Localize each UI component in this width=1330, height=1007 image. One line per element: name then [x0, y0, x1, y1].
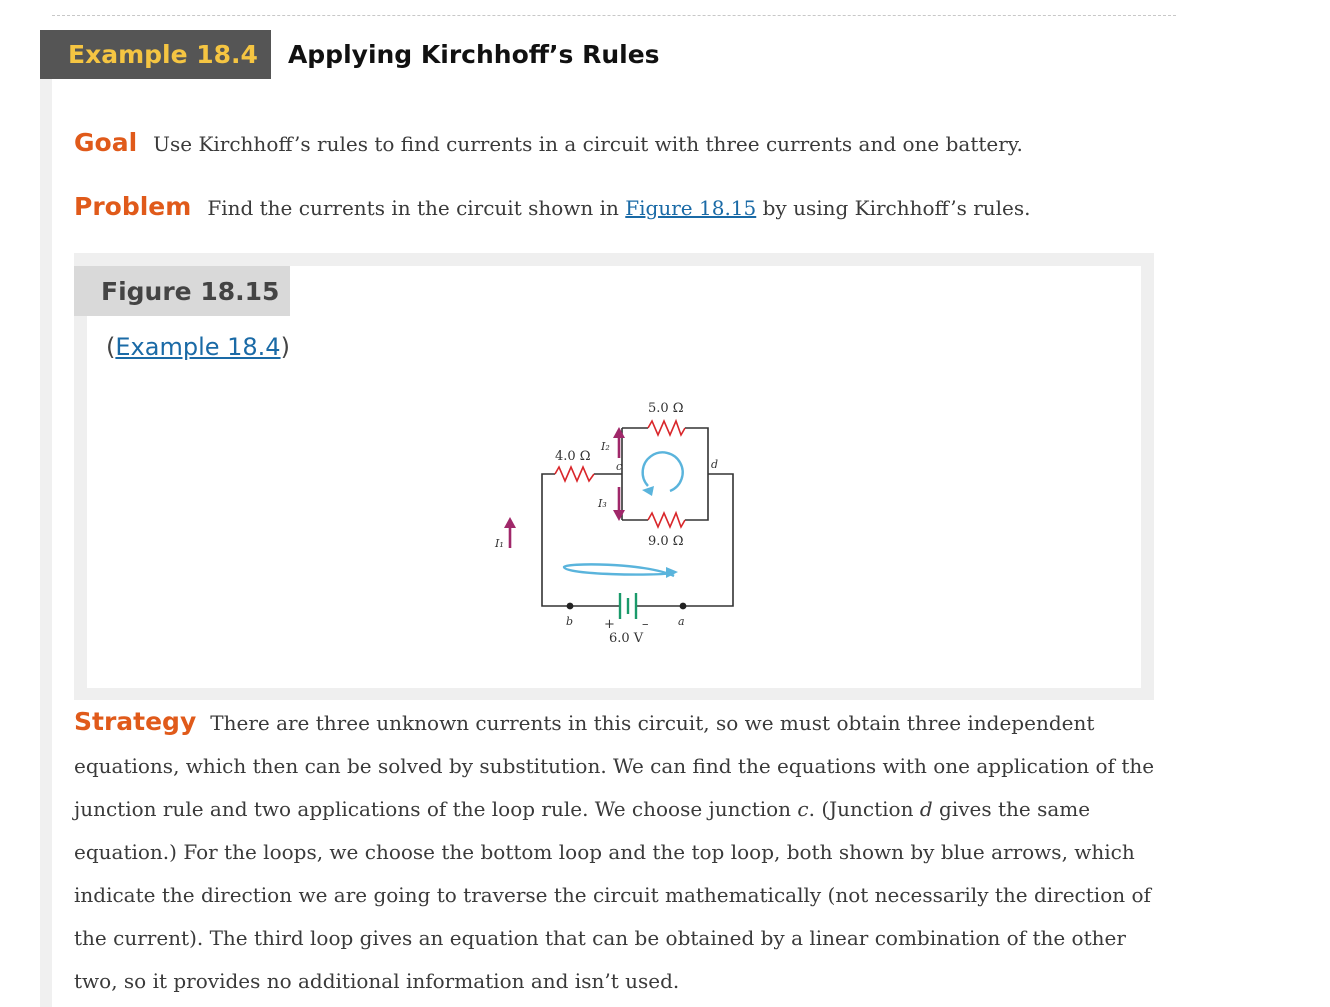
example-link[interactable]: Example 18.4	[115, 333, 281, 361]
example-header	[40, 30, 660, 79]
strategy-section	[74, 700, 1164, 1003]
problem-section	[74, 192, 1031, 221]
node-a-dot	[680, 603, 687, 610]
wire-left-lower	[542, 530, 620, 606]
figure-link[interactable]: Figure 18.15	[625, 196, 757, 220]
label-node-d: d	[711, 458, 719, 471]
label-plus: +	[604, 617, 615, 632]
label-i2: I₂	[601, 440, 610, 453]
junction-c: c	[797, 797, 809, 821]
label-r-top: 5.0 Ω	[648, 401, 684, 416]
figure-caption: (Example 18.4)	[106, 333, 290, 361]
strategy-text-2: . (Junction	[808, 797, 920, 821]
label-node-a: a	[678, 615, 685, 628]
top-divider	[52, 15, 1176, 16]
label-i3: I₃	[598, 497, 607, 510]
problem-text-before: Find the currents in the circuit shown in	[207, 196, 626, 220]
label-i1: I₁	[495, 537, 504, 550]
circuit-diagram	[480, 390, 750, 652]
junction-d: d	[919, 797, 933, 821]
problem-label: Problem	[74, 192, 192, 221]
strategy-text-3: gives the same equation.) For the loops, we choose the bottom loop and the top loop, both shown by blue arrows, which indicate the direction we are going to traverse the circuit mathematically (not necessarily the direction of the current). The third loop gives an equation that can be obtained by a linear combination of the other two, so it provides no additional information and isn’t used.	[74, 797, 1151, 993]
goal-text: Use Kirchhoff’s rules to find currents in a circuit with three currents and one battery.	[153, 132, 1023, 156]
figure-title: Figure 18.15	[74, 266, 290, 316]
problem-text-after: by using Kirchhoff’s rules.	[756, 196, 1031, 220]
strategy-text-1: There are three unknown currents in this circuit, so we must obtain three independent equations, which then can be solved by substitution. We can find the equations with one application of the junction rule and two applications of the loop rule. We choose junction	[74, 711, 1155, 821]
label-node-c: c	[616, 460, 623, 473]
label-minus: –	[642, 617, 649, 632]
label-voltage: 6.0 V	[609, 631, 644, 646]
resistor-bottom	[648, 513, 685, 527]
bottom-loop-arrow	[564, 564, 674, 576]
example-label: Example 18.4	[40, 30, 271, 79]
resistor-left	[555, 467, 594, 481]
label-r-bottom: 9.0 Ω	[648, 534, 684, 549]
wire-top-right	[685, 428, 708, 520]
top-loop-arrow	[643, 452, 683, 491]
battery	[620, 593, 636, 619]
goal-section	[74, 128, 1023, 157]
label-node-b: b	[566, 615, 574, 628]
top-loop-arrowhead	[642, 486, 654, 496]
label-r-left: 4.0 Ω	[555, 449, 591, 464]
example-title: Applying Kirchhoff’s Rules	[287, 40, 660, 69]
wire-left-upper	[542, 474, 555, 530]
resistor-top	[648, 421, 685, 435]
node-b-dot	[567, 603, 574, 610]
left-rule	[40, 78, 52, 1007]
current-i1-arrowhead	[504, 517, 516, 528]
strategy-label: Strategy	[74, 707, 197, 736]
goal-label: Goal	[74, 128, 138, 157]
